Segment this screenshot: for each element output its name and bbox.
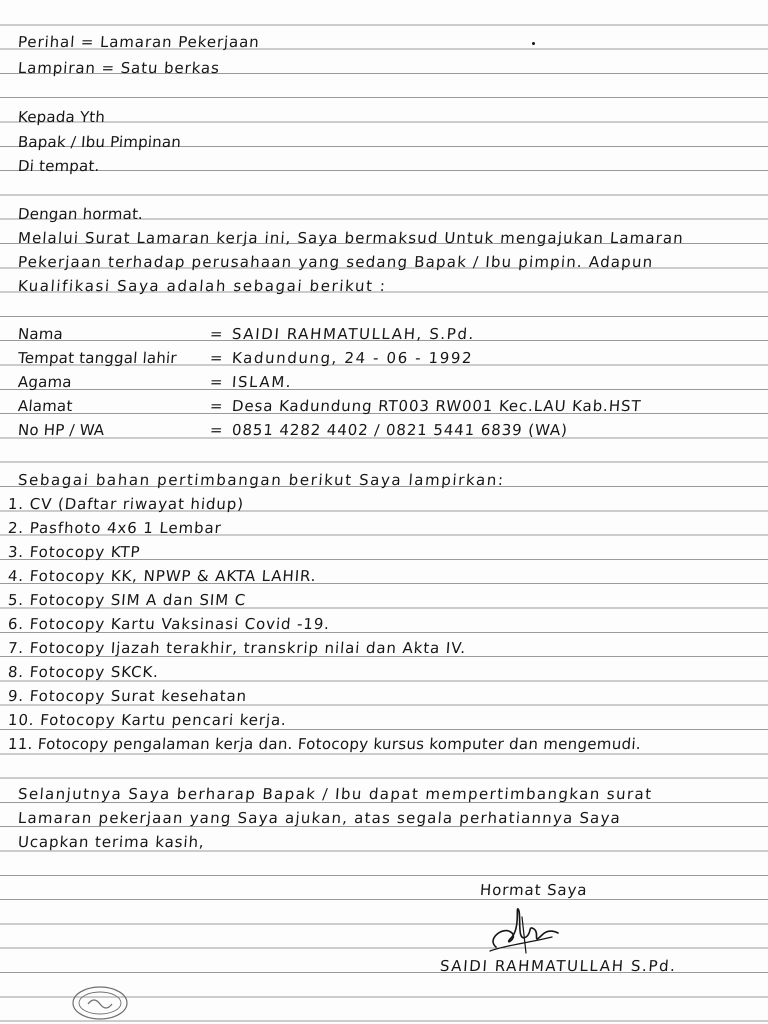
profile-value: ISLAM. <box>231 373 293 391</box>
profile-value: Kadundung, 24 - 06 - 1992 <box>231 349 474 367</box>
recipient-line-2: Bapak / Ibu Pimpinan <box>17 133 182 151</box>
profile-label: Nama <box>17 325 64 343</box>
list-item: 5. Fotocopy SIM A dan SIM C <box>7 591 247 609</box>
profile-separator: = <box>209 325 224 343</box>
profile-value: Desa Kadundung RT003 RW001 Kec.LAU Kab.HST <box>231 397 643 415</box>
profile-label: Agama <box>17 373 73 391</box>
profile-separator: = <box>209 421 224 439</box>
list-item: 6. Fotocopy Kartu Vaksinasi Covid -19. <box>7 615 331 633</box>
profile-value: 0851 4282 4402 / 0821 5441 6839 (WA) <box>231 421 569 439</box>
profile-value: SAIDI RAHMATULLAH, S.Pd. <box>231 325 476 343</box>
profile-label: Alamat <box>17 397 74 415</box>
closing-line-2: Lamaran pekerjaan yang Saya ajukan, atas segala perhatiannya Saya <box>17 809 622 827</box>
list-item: 11. Fotocopy pengalaman kerja dan. Fotocopy kursus komputer dan mengemudi. <box>7 735 642 753</box>
opening-line-2: Pekerjaan terhadap perusahaan yang sedang Bapak / Ibu pimpin. Adapun <box>17 253 655 271</box>
list-item: 10. Fotocopy Kartu pencari kerja. <box>7 711 288 729</box>
signature-scribble <box>482 903 562 963</box>
attachments-intro: Sebagai bahan pertimbangan berikut Saya lampirkan: <box>17 471 506 489</box>
recipient-line-3: Di tempat. <box>17 157 101 175</box>
profile-separator: = <box>209 397 224 415</box>
list-item: 9. Fotocopy Surat kesehatan <box>7 687 248 705</box>
closing-line-1: Selanjutnya Saya berharap Bapak / Ibu dapat mempertimbangkan surat <box>17 785 654 803</box>
list-item: 8. Fotocopy SKCK. <box>7 663 160 681</box>
list-item: 1. CV (Daftar riwayat hidup) <box>7 495 245 513</box>
ink-dot <box>532 42 535 45</box>
paper-brand-stamp <box>70 984 130 1022</box>
greeting: Dengan hormat. <box>17 205 144 223</box>
list-item: 2. Pasfhoto 4x6 1 Lembar <box>7 519 223 537</box>
perihal-line: Perihal = Lamaran Pekerjaan <box>17 33 261 51</box>
regards-text: Hormat Saya <box>479 881 589 899</box>
profile-separator: = <box>209 373 224 391</box>
lampiran-line: Lampiran = Satu berkas <box>17 59 221 77</box>
list-item: 4. Fotocopy KK, NPWP & AKTA LAHIR. <box>7 567 318 585</box>
profile-label: No HP / WA <box>17 421 105 439</box>
profile-separator: = <box>209 349 224 367</box>
opening-line-3: Kualifikasi Saya adalah sebagai berikut : <box>17 277 388 295</box>
recipient-line-1: Kepada Yth <box>17 108 106 126</box>
list-item: 7. Fotocopy Ijazah terakhir, transkrip nilai dan Akta IV. <box>7 639 467 657</box>
profile-label: Tempat tanggal lahir <box>17 349 178 367</box>
list-item: 3. Fotocopy KTP <box>7 543 142 561</box>
closing-line-3: Ucapkan terima kasih, <box>17 833 206 851</box>
signer-name: SAIDI RAHMATULLAH S.Pd. <box>439 957 678 975</box>
opening-line-1: Melalui Surat Lamaran kerja ini, Saya bermaksud Untuk mengajukan Lamaran <box>17 229 685 247</box>
